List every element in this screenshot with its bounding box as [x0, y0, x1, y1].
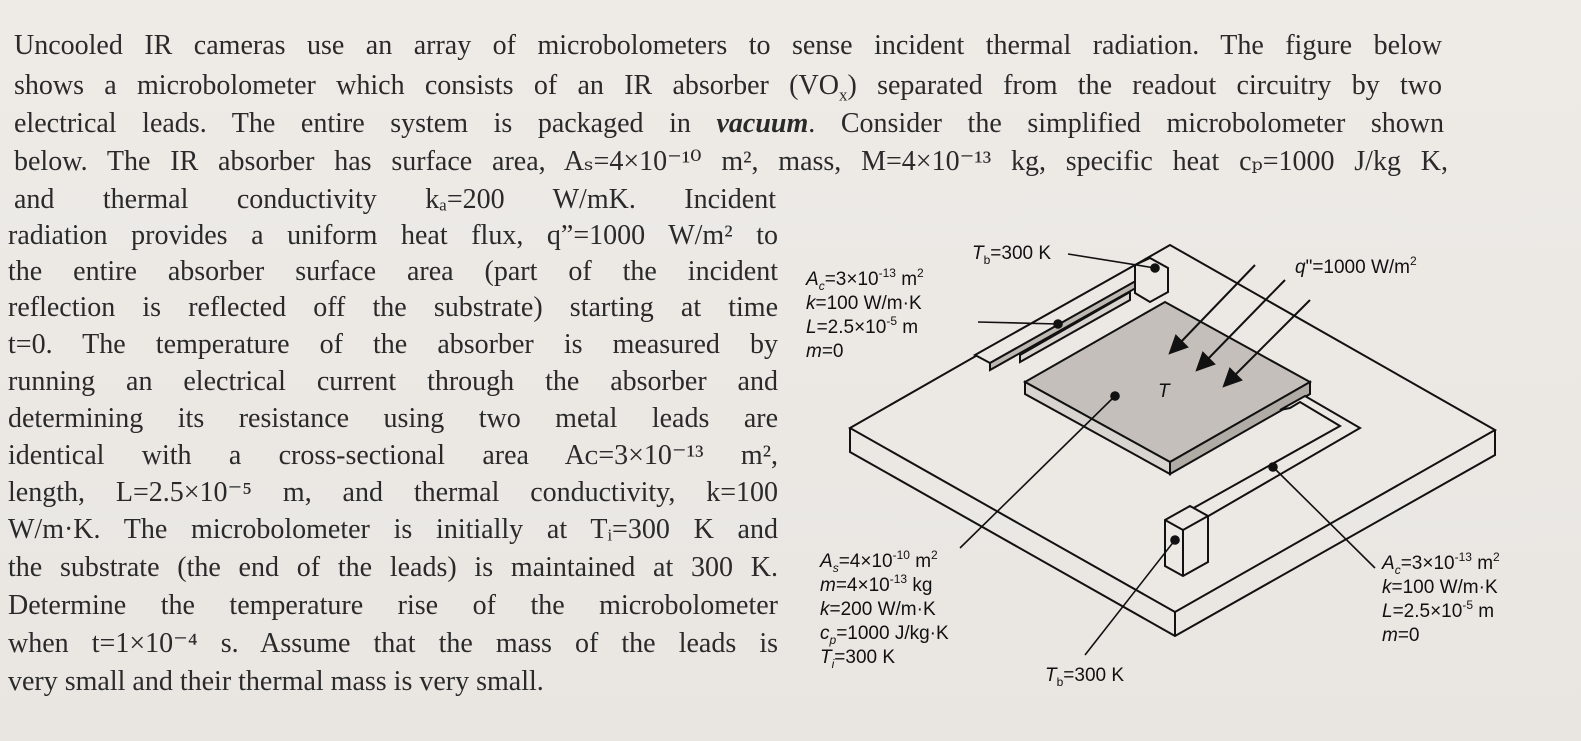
problem-line-3: electrical leads. The entire system is packaged in vacuum. Consider the simplified microbolometer shown: [14, 108, 1444, 139]
lead-top-ac: $A_c=3\times 10^{-13}$ $m^2$: [806, 265, 924, 293]
problem-line-11: determining its resistance using two metal leads are: [8, 403, 778, 434]
lead-top-m: m=0: [806, 341, 844, 362]
problem-line-17: when t=1×10⁻⁴ s. Assume that the mass of the leads is: [8, 628, 778, 659]
lead-top-k: k=100 W/m·K: [806, 293, 922, 314]
problem-line-12: identical with a cross-sectional area Aᴄ=3×10⁻¹³ m²,: [8, 440, 778, 471]
lead-top-l: $L=2.5\times 10^{-5}$ m: [806, 313, 919, 338]
problem-line-15: the substrate (the end of the leads) is maintained at 300 K.: [8, 552, 778, 583]
microbolometer-figure: [790, 230, 1550, 710]
lead-bottom-m: m=0: [1382, 625, 1420, 646]
heat-flux-label: q"=1000 $W/m^2$: [1295, 253, 1417, 278]
problem-line-7: the entire absorber surface area (part of the incident: [8, 256, 778, 287]
problem-line-10: running an electrical current through the absorber and: [8, 366, 778, 397]
problem-line-6: radiation provides a uniform heat flux, q”=1000 W/m² to: [8, 220, 778, 251]
absorber-ti: $T_i=300$ K: [820, 647, 896, 671]
lead-bottom-ac: $A_c=3\times 10^{-13}$ $m^2$: [1382, 549, 1500, 577]
lead-bottom-l: $L=2.5\times 10^{-5}$ m: [1382, 597, 1495, 622]
problem-line-4: below. The IR absorber has surface area, Aₛ=4×10⁻¹⁰ m², mass, M=4×10⁻¹³ kg, specific heat cₚ=1000 J/kg K,: [14, 146, 1448, 177]
lead-bottom-k: k=100 W/m·K: [1382, 577, 1498, 598]
absorber-as: $A_s=4\times 10^{-10}$ $m^2$: [820, 547, 938, 575]
problem-line-16: Determine the temperature rise of the microbolometer: [8, 590, 778, 621]
problem-line-9: t=0. The temperature of the absorber is measured by: [8, 329, 778, 360]
tb-bottom-label: $T_b=300$ K: [1045, 665, 1125, 689]
problem-line-5: and thermal conductivity kₐ=200 W/mK. Incident: [14, 184, 776, 215]
absorber-temperature-label: T: [1158, 381, 1170, 402]
problem-line-1: Uncooled IR cameras use an array of microbolometers to sense incident thermal radiation. The figure below: [14, 30, 1442, 61]
absorber-m: $m=4\times 10^{-13}$ kg: [820, 571, 933, 596]
problem-line-14: W/m·K. The microbolometer is initially at Tᵢ=300 K and: [8, 514, 778, 545]
absorber-cp: $c_p=1000$ J/kg·K: [820, 623, 949, 647]
problem-line-2: shows a microbolometer which consists of an IR absorber $(VO_x)$ separated from the readout circuitry by two: [14, 70, 1442, 105]
tb-top-label: $T_b=300$ K: [972, 243, 1052, 267]
absorber-k: k=200 W/m·K: [820, 599, 936, 620]
problem-line-13: length, L=2.5×10⁻⁵ m, and thermal conductivity, k=100: [8, 477, 778, 508]
problem-line-8: reflection is reflected off the substrate) starting at time: [8, 292, 778, 323]
problem-line-18: very small and their thermal mass is very small.: [8, 666, 544, 697]
